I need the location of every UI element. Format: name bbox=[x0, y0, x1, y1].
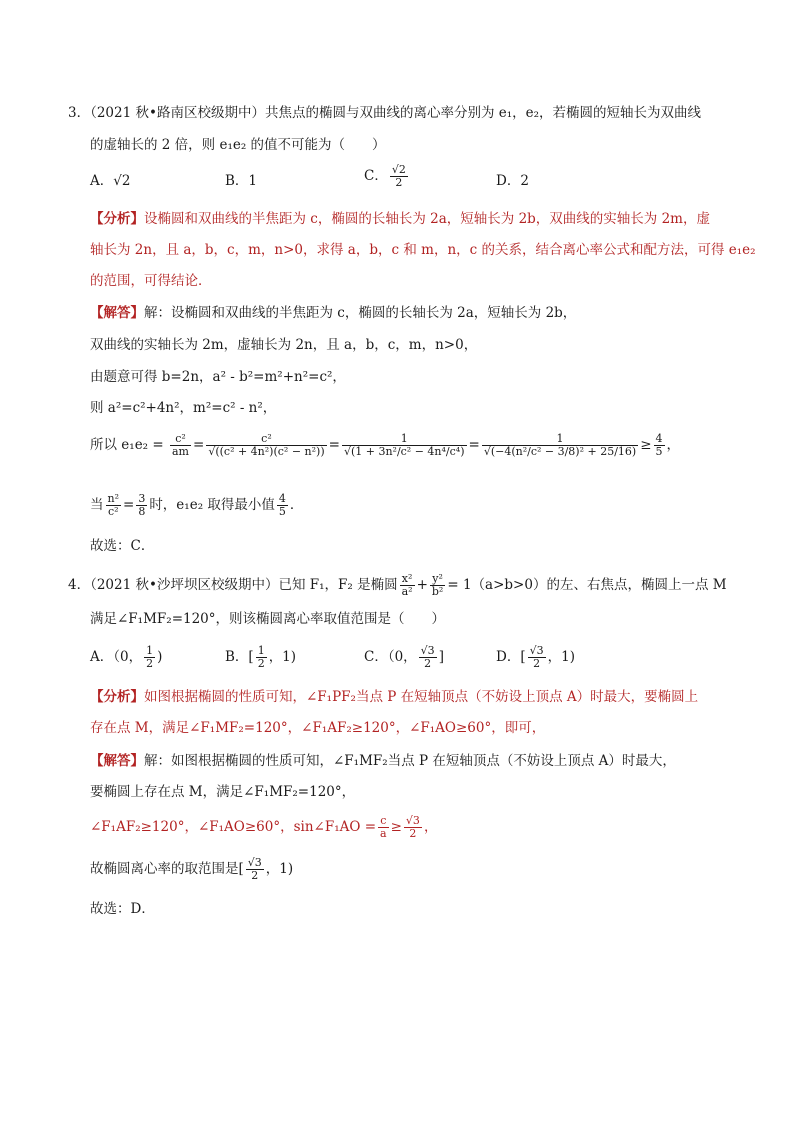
q3-stem-text-1: 共焦点的椭圆与双曲线的离心率分别为 e₁，e₂，若椭圆的短轴长为双曲线 bbox=[264, 105, 702, 121]
eq-fraction-7: $\frac{3}{8}$ bbox=[138, 492, 146, 518]
q4-ellipse-x-term: $\frac{\text{x²}}{\text{a²}}$ bbox=[401, 572, 413, 598]
q4-answer-line-2: 要椭圆上存在点 M，满足∠F₁MF₂=120°， bbox=[90, 784, 356, 800]
q4-option-a: A．（0， $\frac{1}{2}$ ) bbox=[90, 644, 163, 670]
q3-answer-line-6: 当 $\frac{\text{n²}}{\text{c²}}$ = $\frac{3}{8}$ 时，e₁e₂ 取得最小值 $\frac{4}{5}$ ． bbox=[90, 492, 304, 518]
q3-answer-line-2: 双曲线的实轴长为 2m，虚轴长为 2n，且 a，b，c，m，n>0， bbox=[90, 337, 478, 353]
q3-answer-line-3: 由题意可得 b=2n，a² - b²=m²+n²=c²， bbox=[90, 369, 346, 385]
q3-option-d: D．2 bbox=[496, 173, 529, 189]
eq-fraction-3: $\frac{1}{\text{√(1 + 3n²/c² − 4n⁴/c⁴)}}$ bbox=[343, 432, 465, 458]
q4-ellipse-y-term: $\frac{\text{y²}}{\text{b²}}$ bbox=[431, 572, 444, 598]
q3-stem-line-2: 的虚轴长的 2 倍，则 e₁e₂ 的值不可能为（ ） bbox=[90, 137, 386, 153]
q3-option-c-fraction: $\frac{√2}{2}$ bbox=[391, 163, 406, 189]
q4-option-c: C．（0， $\frac{√3}{2}$ ] bbox=[364, 644, 444, 670]
q3-source: （2021 秋•路南区校级期中） bbox=[90, 105, 265, 121]
q3-answer-line-4: 则 a²=c²+4n²，m²=c² - n²， bbox=[90, 400, 277, 416]
q4-answer-line-4: 故椭圆离心率的取范围是[ $\frac{√3}{2}$ ，1) bbox=[90, 856, 294, 882]
q3-answer-line-7: 故选：C． bbox=[90, 538, 155, 554]
q4-number: 4． bbox=[68, 577, 91, 593]
eq-fraction-6: $\frac{\text{n²}}{\text{c²}}$ bbox=[107, 492, 119, 518]
eq-fraction-min: $\frac{4}{5}$ bbox=[278, 492, 286, 518]
q3-option-c: C． $\frac{√2}{2}$ bbox=[364, 163, 406, 189]
q4-analysis-line-2: 存在点 M，满足∠F₁MF₂=120°，∠F₁AF₂≥120°，∠F₁AO≥60°，即可， bbox=[90, 720, 546, 736]
q3-answer-equation: 所以 e₁e₂ = $\frac{\text{c²}}{am}$ = $\frac{\text{c²}}{\text{√((c² + 4n²)(c² − n²))}}$ = $\frac{1}{\text{√(1 + 3n²/c² − 4n⁴/c⁴)}}$ = $\frac{1}{\text{√(−4(n²/c² − 3/8)² + 25/16)}}$ ≥ $\frac{4}{5}$ ， bbox=[90, 432, 681, 458]
q3-stem-line-1 bbox=[68, 104, 701, 122]
q4-stem-line-2: 满足∠F₁MF₂=120°，则该椭圆离心率取值范围是（ ） bbox=[90, 611, 446, 627]
q3-number: 3． bbox=[68, 105, 91, 121]
eq-fraction-2: $\frac{\text{c²}}{\text{√((c² + 4n²)(c² − n²))}}$ bbox=[208, 432, 325, 458]
q4-source: （2021 秋•沙坪坝区校级期中） bbox=[90, 577, 279, 593]
q3-answer-line-1: 【解答】解：设椭圆和双曲线的半焦距为 c，椭圆的长轴长为 2a，短轴长为 2b， bbox=[90, 305, 577, 321]
q4-option-b: B．[ $\frac{1}{2}$ ，1) bbox=[225, 644, 297, 670]
q4-answer-tag: 【解答】 bbox=[90, 753, 144, 769]
q3-option-a: A．√2 bbox=[90, 173, 131, 189]
eq-fraction-4: $\frac{1}{\text{√(−4(n²/c² − 3/8)² + 25/16)}}$ bbox=[483, 432, 637, 458]
q3-analysis-tag: 【分析】 bbox=[90, 211, 144, 227]
q3-option-a-value: √2 bbox=[113, 173, 131, 189]
q3-analysis-line-3: 的范围，可得结论． bbox=[90, 273, 212, 289]
q3-analysis-line-1: 【分析】设椭圆和双曲线的半焦距为 c，椭圆的长轴长为 2a，短轴长为 2b，双曲线的实轴长为 2m，虚 bbox=[90, 211, 710, 227]
q4-answer-line-5: 故选：D． bbox=[90, 901, 155, 917]
q4-analysis-line-1: 【分析】如图根据椭圆的性质可知，∠F₁PF₂当点 P 在短轴顶点（不妨设上顶点 A）时最大，要椭圆上 bbox=[90, 689, 699, 705]
q3-analysis-line-2: 轴长为 2n，且 a，b，c，m，n>0，求得 a，b，c 和 m，n，c 的关系，结合离心率公式和配方法，可得 e₁e₂ bbox=[90, 242, 756, 258]
q4-answer-line-1: 【解答】解：如图根据椭圆的性质可知，∠F₁MF₂当点 P 在短轴顶点（不妨设上顶点 A）时最大， bbox=[90, 753, 676, 769]
eq-fraction-1: $\frac{\text{c²}}{am}$ bbox=[172, 432, 189, 458]
q4-stem-line-1: 4．（2021 秋•沙坪坝区校级期中）已知 F₁，F₂ 是椭圆 $\frac{\text{x²}}{\text{a²}}$ + $\frac{\text{y²}}{\text{b²}}$ = 1（a>b>0）的左、右焦点，椭圆上一点 M bbox=[68, 572, 727, 598]
q4-answer-line-3: ∠F₁AF₂≥120°，∠F₁AO≥60°，sin∠F₁AO = $\frac{c}{a}$ ≥ $\frac{√3}{2}$ ， bbox=[90, 814, 438, 840]
q3-option-b: B．1 bbox=[225, 173, 258, 189]
q4-option-d: D．[ $\frac{√3}{2}$ ，1) bbox=[496, 644, 575, 670]
q3-answer-tag: 【解答】 bbox=[90, 305, 144, 321]
q4-analysis-tag: 【分析】 bbox=[90, 689, 144, 705]
eq-fraction-5: $\frac{4}{5}$ bbox=[655, 432, 663, 458]
